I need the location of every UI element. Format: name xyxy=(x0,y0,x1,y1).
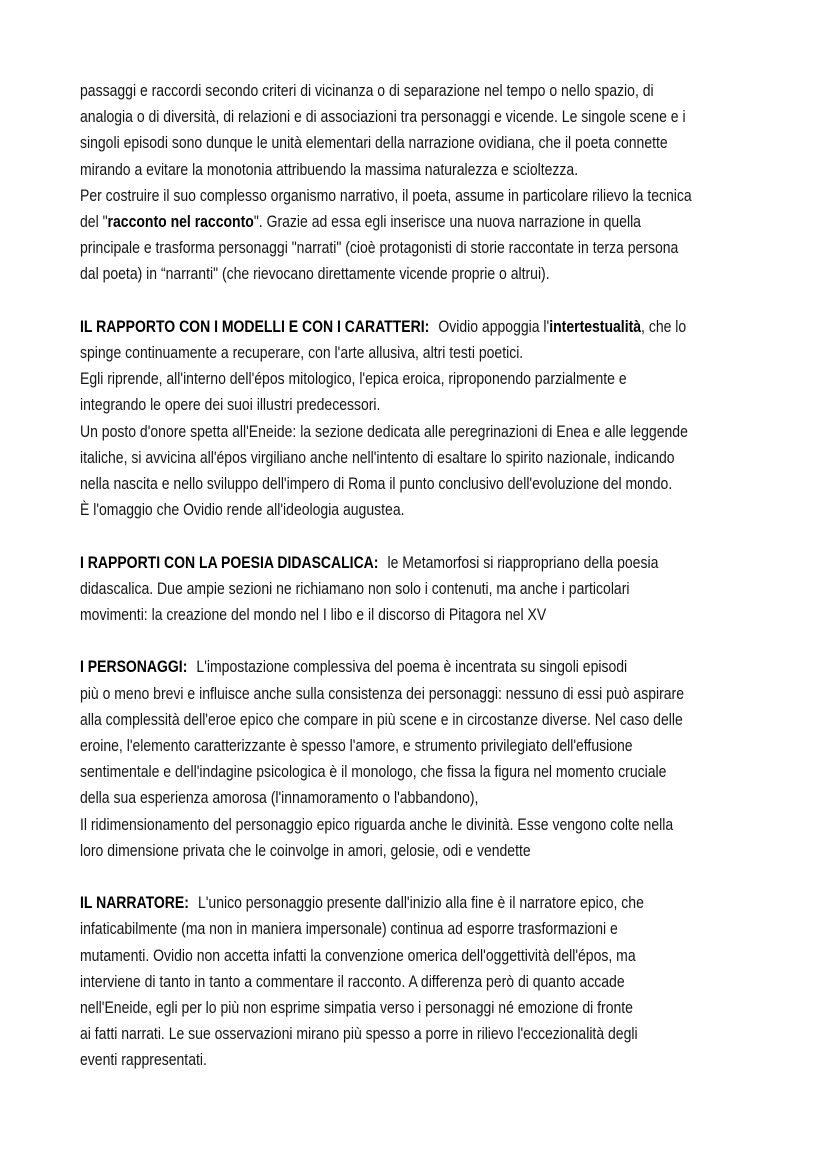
text-line: nell'Eneide, egli per lo più non esprime simpatia verso i personaggi né emozione di fronte xyxy=(80,999,633,1018)
paragraph-gap xyxy=(80,864,665,890)
text-line: eroine, l'elemento caratterizzante è spesso l'amore, e strumento privilegiato dell'effusione xyxy=(80,737,633,756)
text-line: più o meno brevi e influisce anche sulla consistenza dei personaggi: nessuno di essi può aspirare xyxy=(80,684,685,703)
text-line: didascalica. Due ampie sezioni ne richiamano non solo i contenuti, ma anche i particolari xyxy=(80,579,630,598)
section-narratore xyxy=(80,890,665,1073)
text-line xyxy=(80,209,665,235)
text-span: le Metamorfosi si riappropriano della poesia xyxy=(387,553,659,572)
text-line: spinge continuamente a recuperare, con l'arte allusiva, altri testi poetici. xyxy=(80,344,524,363)
text-line: ai fatti narrati. Le sue osservazioni mirano più spesso a porre in rilievo l'eccezionalità degli xyxy=(80,1025,638,1044)
text-line: È l'omaggio che Ovidio rende all'ideologia augustea. xyxy=(80,501,405,520)
paragraph-gap xyxy=(80,628,665,654)
text-line: mutamenti. Ovidio non accetta infatti la convenzione omerica dell'oggettività dell'épos, ma xyxy=(80,946,636,965)
bold-term-racconto: racconto nel racconto xyxy=(107,213,254,232)
section-heading: IL NARRATORE: xyxy=(80,894,189,913)
text-span: ". Grazie ad essa egli inserisce una nuova narrazione in quella xyxy=(253,213,641,232)
text-line: Il ridimensionamento del personaggio epico riguarda anche le divinità. Esse vengono colte nella xyxy=(80,815,674,834)
section-heading: I RAPPORTI CON LA POESIA DIDASCALICA: xyxy=(80,553,379,572)
text-line: Per costruire il suo complesso organismo narrativo, il poeta, assume in particolare rilievo la tecnica xyxy=(80,186,692,205)
paragraph-gap xyxy=(80,523,665,549)
text-line: movimenti: la creazione del mondo nel I libo e il discorso di Pitagora nel XV xyxy=(80,606,547,625)
text-span: , che lo xyxy=(641,317,687,336)
text-line: integrando le opere dei suoi illustri predecessori. xyxy=(80,396,381,415)
document-page xyxy=(80,78,692,1074)
text-line xyxy=(80,890,665,916)
text-span: L'impostazione complessiva del poema è incentrata su singoli episodi xyxy=(196,658,628,677)
text-line: sentimentale e dell'indagine psicologica è il monologo, che fissa la figura nel momento cruciale xyxy=(80,763,667,782)
section-modelli xyxy=(80,314,688,524)
text-line: Un posto d'onore spetta all'Eneide: la sezione dedicata alle peregrinazioni di Enea e alle leggende xyxy=(80,422,688,441)
text-line: singoli episodi sono dunque le unità elementari della narrazione ovidiana, che il poeta connette xyxy=(80,134,668,153)
text-line: mirando a evitare la monotonia attribuendo la massima naturalezza e scioltezza. xyxy=(80,160,579,179)
text-line: principale e trasforma personaggi "narrati" (cioè protagonisti di storie raccontate in terza persona xyxy=(80,239,679,258)
text-line xyxy=(80,550,665,576)
text-line: alla complessità dell'eroe epico che compare in più scene e in circostanze diverse. Nel caso delle xyxy=(80,710,683,729)
text-line: dal poeta) in “narranti" (che rievocano direttamente vicende proprie o altrui). xyxy=(80,265,550,284)
intro-paragraph xyxy=(80,78,692,288)
text-line: analogia o di diversità, di relazioni e di associazioni tra personaggi e vicende. Le singole scene e i xyxy=(80,108,686,127)
text-line: della sua esperienza amorosa (l'innamoramento o l'abbandono), xyxy=(80,789,479,808)
bold-term-intertestualita: intertestualità xyxy=(549,317,642,336)
text-line: interviene di tanto in tanto a commentare il racconto. A differenza però di quanto accade xyxy=(80,972,625,991)
section-personaggi xyxy=(80,654,685,864)
text-line xyxy=(80,654,665,680)
section-heading: I PERSONAGGI: xyxy=(80,658,188,677)
section-heading: IL RAPPORTO CON I MODELLI E CON I CARATTERI: xyxy=(80,317,430,336)
paragraph-gap xyxy=(80,288,665,314)
text-line xyxy=(80,314,687,340)
text-line: italiche, si avvicina all'épos virgiliano anche nell'intento di esaltare lo spirito nazionale, indicando xyxy=(80,448,675,467)
text-line: loro dimensione privata che le coinvolge in amori, gelosie, odi e vendette xyxy=(80,841,531,860)
text-line: eventi rappresentati. xyxy=(80,1051,207,1070)
text-span: del " xyxy=(80,213,108,232)
text-line: passaggi e raccordi secondo criteri di vicinanza o di separazione nel tempo o nello spazio, di xyxy=(80,82,654,100)
section-didascalica xyxy=(80,550,665,629)
text-line: infaticabilmente (ma non in maniera impersonale) continua ad esporre trasformazioni e xyxy=(80,920,618,939)
text-span: Ovidio appoggia l' xyxy=(438,317,550,336)
text-span: L'unico personaggio presente dall'inizio alla fine è il narratore epico, che xyxy=(197,894,644,913)
text-line: Egli riprende, all'interno dell'épos mitologico, l'epica eroica, riproponendo parzialmente e xyxy=(80,370,627,389)
text-line: nella nascita e nello sviluppo dell'impero di Roma il punto conclusivo dell'evoluzione del mondo. xyxy=(80,475,673,494)
